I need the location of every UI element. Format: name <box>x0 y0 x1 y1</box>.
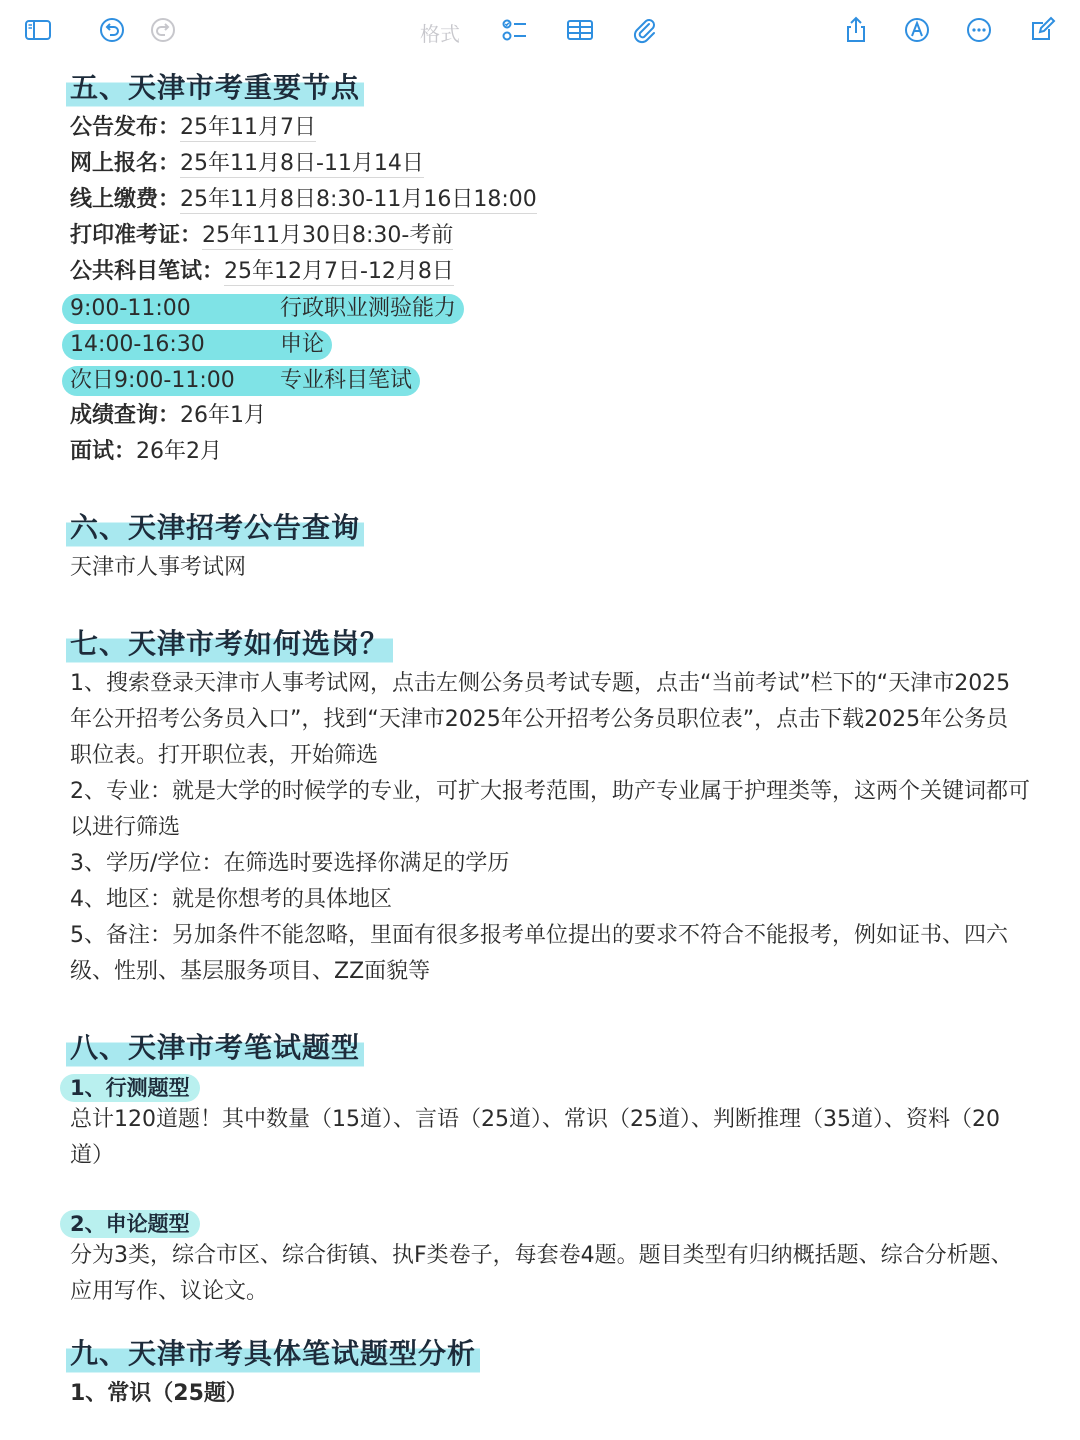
redo-icon <box>148 15 178 45</box>
attach-button[interactable] <box>626 12 662 48</box>
section-9 <box>70 1332 1030 1412</box>
checklist-icon <box>499 15 529 45</box>
section-5 <box>70 66 1030 470</box>
markup-button[interactable] <box>899 12 935 48</box>
timeline-row: 网上报名：25年11月8日-11月14日 <box>70 151 424 176</box>
format-button[interactable]: 格式 <box>420 22 460 46</box>
paragraph: 4、地区：就是你想考的具体地区 <box>70 887 392 912</box>
section-heading: 九、天津市考具体笔试题型分析 <box>66 1332 480 1376</box>
undo-icon <box>97 15 127 45</box>
sidebar-button[interactable] <box>20 12 56 48</box>
timeline-row: 面试：26年2月 <box>70 439 223 464</box>
undo-button[interactable] <box>94 12 130 48</box>
schedule-row <box>70 326 1030 362</box>
paragraph: 2、专业：就是大学的时候学的专业，可扩大报考范围，助产专业属于护理类等，这两个关键词都可以进行筛选 <box>70 779 1031 840</box>
markup-icon <box>902 15 932 45</box>
timeline-row: 打印准考证：25年11月30日8:30-考前 <box>70 223 454 248</box>
section-heading: 七、天津市考如何选岗？ <box>66 622 393 666</box>
paragraph: 分为3类，综合市区、综合街镇、执F类卷子，每套卷4题。题目类型有归纳概括题、综合分析题、应用写作、议论文。 <box>70 1243 1013 1304</box>
section-heading: 六、天津招考公告查询 <box>66 506 364 550</box>
table-button[interactable] <box>562 12 598 48</box>
share-icon <box>841 15 871 45</box>
highlight-marker: 次日9:00-11:00 专业科目笔试 <box>62 366 420 396</box>
timeline-row: 公共科目笔试：25年12月7日-12月8日 <box>70 259 454 284</box>
timeline-row: 公告发布：25年11月7日 <box>70 115 317 140</box>
note-body[interactable] <box>70 66 1030 1412</box>
highlight-marker: 14:00-16:30 申论 <box>62 330 332 360</box>
section-heading: 八、天津市考笔试题型 <box>66 1026 364 1070</box>
paragraph: 5、备注：另加条件不能忽略，里面有很多报考单位提出的要求不符合不能报考，例如证书、四六级、性别、基层服务项目、ZZ面貌等 <box>70 923 1009 984</box>
section-7 <box>70 622 1030 990</box>
subheading: 1、行测题型 <box>60 1074 200 1102</box>
compose-button[interactable] <box>1024 12 1060 48</box>
section-heading: 五、天津市考重要节点 <box>66 66 364 110</box>
paragraph: 天津市人事考试网 <box>70 555 247 580</box>
schedule-row <box>70 290 1030 326</box>
paragraph: 总计120道题！其中数量（15道）、言语（25道）、常识（25道）、判断推理（35道）、资料（20道） <box>70 1107 1000 1168</box>
notes-toolbar <box>0 0 1080 60</box>
timeline-row: 线上缴费：25年11月8日8:30-11月16日18:00 <box>70 187 537 212</box>
paperclip-icon <box>629 15 659 45</box>
highlight-marker: 9:00-11:00 行政职业测验能力 <box>62 294 464 324</box>
timeline-row: 成绩查询：26年1月 <box>70 403 267 428</box>
subheading: 1、常识（25题） <box>70 1381 248 1406</box>
section-8 <box>70 1026 1030 1310</box>
subheading: 2、申论题型 <box>60 1210 200 1238</box>
compose-icon <box>1027 15 1057 45</box>
schedule-row <box>70 362 1030 398</box>
checklist-button[interactable] <box>496 12 532 48</box>
section-6 <box>70 506 1030 586</box>
share-button[interactable] <box>838 12 874 48</box>
paragraph: 3、学历/学位：在筛选时要选择你满足的学历 <box>70 851 510 876</box>
redo-button[interactable] <box>145 12 181 48</box>
sidebar-icon <box>23 15 53 45</box>
more-icon <box>964 15 994 45</box>
paragraph: 1、搜索登录天津市人事考试网，点击左侧公务员考试专题，点击“当前考试”栏下的“天津市2025年公开招考公务员入口”，找到“天津市2025年公开招考公务员职位表”，点击下载2025年公务员职位表。打开职位表，开始筛选 <box>70 671 1011 768</box>
table-icon <box>565 15 595 45</box>
more-button[interactable] <box>961 12 997 48</box>
